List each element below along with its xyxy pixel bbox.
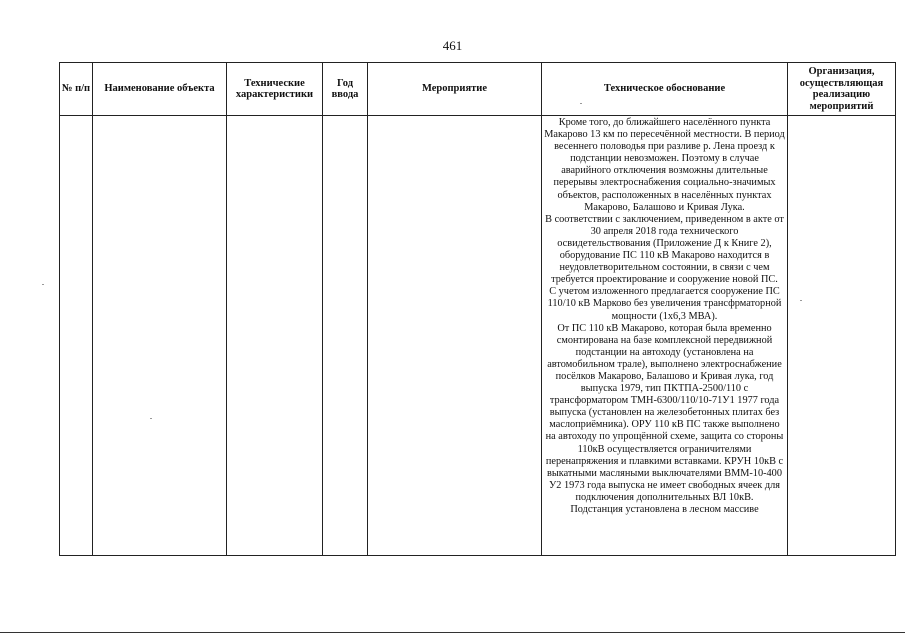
scan-edge-line	[0, 632, 905, 633]
scan-speck	[580, 103, 582, 104]
justification-paragraph: Подстанция установлена в лесном массиве	[570, 504, 759, 515]
header-object-name: Наименование объекта	[93, 63, 227, 116]
cell-object-name	[93, 116, 227, 556]
cell-technical-justification	[542, 116, 788, 556]
cell-commissioning-year	[323, 116, 368, 556]
cell-measure	[368, 116, 542, 556]
table-header-row	[60, 63, 896, 116]
header-technical-characteristics: Технические характеристики	[227, 63, 323, 116]
scan-speck	[800, 300, 802, 301]
header-commissioning-year: Год ввода	[323, 63, 368, 116]
scan-speck	[150, 418, 152, 419]
cell-technical-characteristics	[227, 116, 323, 556]
header-number: № п/п	[60, 63, 93, 116]
header-technical-justification: Техническое обоснование	[542, 63, 788, 116]
measures-table	[59, 62, 896, 556]
justification-paragraph: С учетом изложенного предлагается сооружение ПС 110/10 кВ Марково без увеличения трансфрматорной мощности (1х6,3 МВА).	[547, 286, 782, 322]
header-organization: Организация, осуществляющая реализацию мероприятий	[788, 63, 896, 116]
header-measure: Мероприятие	[368, 63, 542, 116]
table-row	[60, 116, 896, 556]
justification-paragraph: Кроме того, до ближайшего населённого пункта Макарово 13 км по пересечённой местности. В период весеннего половодья при разливе р. Лена проезд к подстанции невозможен. Поэтому в случае аварийного отключения возможны длительные перерывы электроснабжения социально-значимых объектов, расположенных в населённых пунктах Макарово, Балашово и Кривая Лука.	[544, 117, 785, 213]
scan-speck	[42, 284, 44, 285]
cell-number	[60, 116, 93, 556]
justification-paragraph: От ПС 110 кВ Макарово, которая была временно смонтирована на базе комплексной передвижной подстанции на автоходу (установлена на автомобильном трале), выполнено электроснабжение посёлков Макарово, Балашово и Кривая лука, год выпуска 1979, тип ПКТПА-2500/110 с трансформатором ТМН-6300/110/10-71У1 1977 года выпуска (установлен на железобетонных плитах без маслоприёмника). ОРУ 110 кВ ПС также выполнено на автоходу по упрощённой схеме, защита со стороны 110кВ осуществляется ограничителями перенапряжения и плавкими вставками. КРУН 10кВ с выкатными масляными выключателями ВММ-10-400 У2 1973 года выпуска не имеет свободных ячеек для подключения дополнительных ВЛ 10кВ.	[545, 322, 784, 503]
cell-organization	[788, 116, 896, 556]
justification-paragraph: В соответствии с заключением, приведенном в акте от 30 апреля 2018 года технического освидетельствования (Приложение Д к Книге 2), оборудование ПС 110 кВ Макарово находится в неудовлетворительном состоянии, в связи с чем требуется проектирование и сооружение новой ПС.	[545, 213, 784, 286]
page-number: 461	[442, 38, 463, 53]
